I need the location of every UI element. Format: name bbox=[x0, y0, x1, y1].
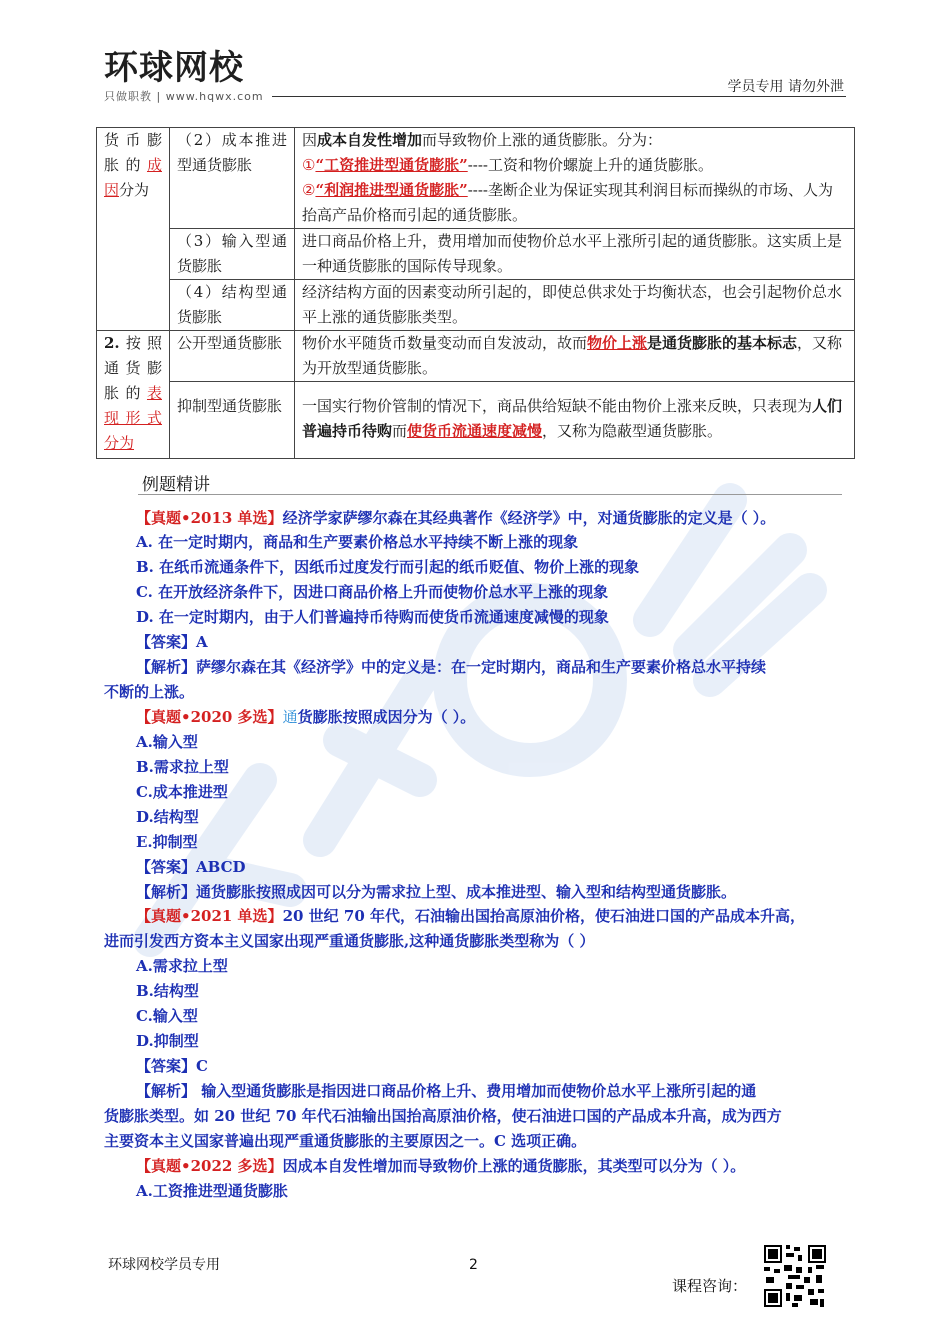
header-divider bbox=[272, 96, 846, 97]
question-tag: 【真题•2021 单选】 bbox=[136, 907, 283, 925]
option-c: C.输入型 bbox=[136, 1007, 198, 1025]
highlight-text: 物价上涨 bbox=[587, 334, 648, 352]
cell-text: 而导致物价上涨的通货膨胀。分为： bbox=[422, 131, 663, 149]
explanation-tag: 【解析】 bbox=[136, 883, 197, 901]
consult-label: 课程咨询： bbox=[672, 1277, 748, 1295]
type-open-cell: 公开型通货膨胀 bbox=[170, 331, 295, 382]
cell-text: 货币膨胀的 bbox=[104, 131, 162, 174]
cell-text: ----垄断企业为保证实现其利润目标而操纵的市场、人为抬高产品价格而引起的通货膨胀。 bbox=[302, 181, 833, 224]
explanation bbox=[136, 1081, 756, 1101]
desc-open-cell bbox=[295, 331, 855, 382]
cell-text: ② bbox=[302, 181, 316, 199]
option-a: A.工资推进型通货膨胀 bbox=[136, 1182, 288, 1200]
explanation bbox=[136, 657, 766, 677]
explanation-tag: 【解析】 bbox=[136, 1082, 197, 1100]
option-d: D.结构型 bbox=[136, 808, 199, 826]
table-row bbox=[97, 382, 855, 459]
category-cause-cell bbox=[97, 128, 170, 331]
cell-text: 分为 bbox=[119, 181, 150, 199]
table-row bbox=[97, 229, 855, 280]
option-d: D. 在一定时期内，由于人们普遍持币待购而使货币流通速度减慢的现象 bbox=[136, 608, 609, 626]
question-stem bbox=[136, 1156, 745, 1176]
answer: 【答案】C bbox=[136, 1057, 208, 1075]
cell-text: ，又称为开放型通货膨胀。 bbox=[302, 334, 843, 377]
option-b: B.需求拉上型 bbox=[136, 758, 229, 776]
explanation-text: 通货膨胀按照成因可以分为需求拉上型、成本推进型、输入型和结构型通货膨胀。 bbox=[196, 883, 737, 901]
question-text: 货膨胀按照成因分为（ ）。 bbox=[297, 708, 476, 726]
cell-text: ，又称为隐蔽型通货膨胀。 bbox=[542, 422, 723, 440]
cell-text: 一国实行物价管制的情况下，商品供给短缺不能由物价上涨来反映，只表现为 bbox=[302, 397, 813, 415]
option-e: E.抑制型 bbox=[136, 833, 198, 851]
question-tag: 【真题•2020 多选】 bbox=[136, 708, 283, 726]
type-cost-push-cell: （2）成本推进型通货膨胀 bbox=[170, 128, 295, 229]
page-number: 2 bbox=[469, 1257, 478, 1273]
option-a: A.输入型 bbox=[136, 733, 198, 751]
option-a: A.需求拉上型 bbox=[136, 957, 228, 975]
explanation-continued: 不断的上涨。 bbox=[104, 683, 195, 701]
desc-cost-push-cell bbox=[295, 128, 855, 229]
question-text: 因成本自发性增加而导致物价上涨的通货膨胀，其类型可以分为（ ）。 bbox=[282, 1157, 746, 1175]
desc-imported-cell: 进口商品价格上升，费用增加而使物价总水平上涨所引起的通货膨胀。这实质上是一种通货膨胀的国际传导现象。 bbox=[295, 229, 855, 280]
bold-text: 2. bbox=[104, 334, 120, 352]
option-c: C. 在开放经济条件下，因进口商品价格上升而使物价总水平上涨的现象 bbox=[136, 583, 609, 601]
cell-text: 因 bbox=[302, 131, 318, 149]
section-title: 例题精讲 bbox=[142, 475, 210, 495]
qr-code-icon[interactable] bbox=[762, 1243, 828, 1309]
cell-text: ----工资和物价螺旋上升的通货膨胀。 bbox=[467, 156, 713, 174]
logo-subtitle: 只做职教 | www.hqwx.com bbox=[104, 90, 264, 103]
question-tag: 【真题•2022 多选】 bbox=[136, 1157, 283, 1175]
bold-text: 是通货膨胀的基本标志 bbox=[647, 334, 798, 352]
option-b: B.结构型 bbox=[136, 982, 199, 1000]
table-row bbox=[97, 128, 855, 229]
option-d: D.抑制型 bbox=[136, 1032, 199, 1050]
cell-text: 按照通货膨胀的 bbox=[104, 334, 162, 402]
answer: 【答案】A bbox=[136, 633, 208, 651]
bold-text: 成本自发性增加 bbox=[317, 131, 423, 149]
explanation-tag: 【解析】 bbox=[136, 658, 197, 676]
explanation-continued: 主要资本主义国家普遍出现严重通货膨胀的主要原因之一。C 选项正确。 bbox=[104, 1132, 587, 1150]
question-stem-continued: 进而引发西方资本主义国家出现严重通货膨胀,这种通货膨胀类型称为（ ） bbox=[104, 932, 595, 950]
footer-left-text: 环球网校学员专用 bbox=[108, 1257, 220, 1273]
question-stem bbox=[136, 508, 775, 528]
bold-text: 人们普遍持币待购 bbox=[302, 397, 843, 440]
explanation-continued: 货膨胀类型。如 20 世纪 70 年代石油输出国抬高原油价格，使石油进口国的产品成本升高，成为西方 bbox=[104, 1107, 782, 1125]
highlight-text: “工资推进型通货膨胀” bbox=[315, 156, 468, 174]
explanation-text: 输入型通货膨胀是指因进口商品价格上升、费用增加而使物价总水平上涨所引起的通 bbox=[196, 1082, 757, 1100]
option-c: C.成本推进型 bbox=[136, 783, 228, 801]
highlight-text: 表现形式分为 bbox=[104, 384, 162, 452]
highlight-text: “利润推进型通货膨胀” bbox=[315, 181, 468, 199]
highlight-text: 成因 bbox=[104, 156, 162, 199]
question-text: 20 世纪 70 年代，石油输出国抬高原油价格，使石油进口国的产品成本升高， bbox=[282, 907, 805, 925]
table-row bbox=[97, 280, 855, 331]
question-tag: 【真题•2013 单选】 bbox=[136, 509, 283, 527]
header-notice: 学员专用 请勿外泄 bbox=[727, 79, 844, 95]
option-b: B. 在纸币流通条件下，因纸币过度发行而引起的纸币贬值、物价上涨的现象 bbox=[136, 558, 640, 576]
question-text: 通 bbox=[282, 708, 298, 726]
question-text: 经济学家萨缪尔森在其经典著作《经济学》中，对通货膨胀的定义是（ ）。 bbox=[282, 509, 776, 527]
option-a: A. 在一定时期内，商品和生产要素价格总水平持续不断上涨的现象 bbox=[136, 533, 579, 551]
desc-repressed-cell bbox=[295, 382, 855, 459]
type-repressed-cell: 抑制型通货膨胀 bbox=[170, 382, 295, 459]
type-structural-cell: （4）结构型通货膨胀 bbox=[170, 280, 295, 331]
section-divider bbox=[138, 494, 842, 495]
table-row bbox=[97, 331, 855, 382]
type-imported-cell: （3）输入型通货膨胀 bbox=[170, 229, 295, 280]
cell-text: 而 bbox=[392, 422, 408, 440]
highlight-text: 使货币流通速度减慢 bbox=[407, 422, 543, 440]
logo-text: 环球网校 bbox=[104, 48, 244, 88]
cell-text: 物价水平随货币数量变动而自发波动，故而 bbox=[302, 334, 588, 352]
inflation-types-table bbox=[96, 127, 855, 459]
question-stem bbox=[136, 707, 475, 727]
answer: 【答案】ABCD bbox=[136, 858, 246, 876]
category-form-cell bbox=[97, 331, 170, 459]
desc-structural-cell: 经济结构方面的因素变动所引起的，即使总供求处于均衡状态，也会引起物价总水平上涨的通货膨胀类型。 bbox=[295, 280, 855, 331]
cell-text: ① bbox=[302, 156, 316, 174]
explanation-text: 萨缪尔森在其《经济学》中的定义是：在一定时期内，商品和生产要素价格总水平持续 bbox=[196, 658, 767, 676]
explanation bbox=[136, 882, 736, 902]
question-stem bbox=[136, 906, 805, 926]
logo bbox=[104, 50, 264, 104]
